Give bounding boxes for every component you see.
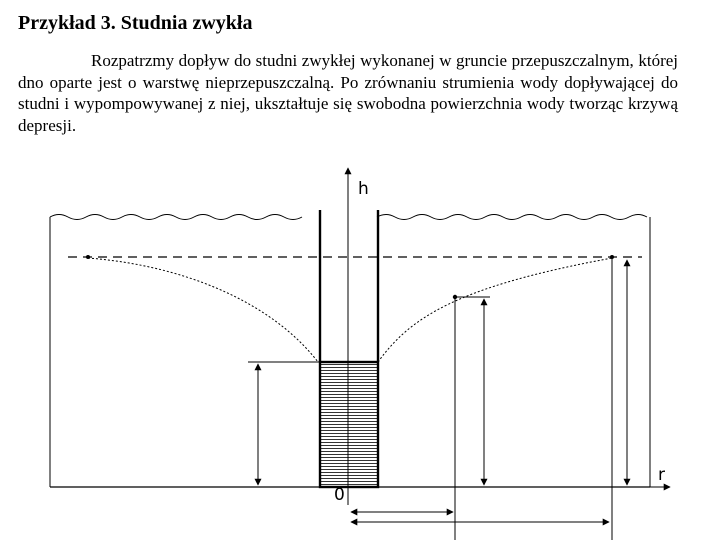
intro-paragraph: Rozpatrzmy dopływ do studni zwykłej wykonanej w gruncie przepuszczalnym, której dno oparte jest o warstwę nieprzepuszczalną. Po zrównaniu strumienia wody dopływającej do studni i wypompowywanej z niej, ukształtuje się swobodna powierzchnia wody tworząc krzywą depresji. xyxy=(18,51,678,135)
origin-label: 0 xyxy=(334,485,345,505)
page-title: Przykład 3. Studnia zwykła xyxy=(18,12,253,34)
depression-curve-left xyxy=(88,258,318,362)
axis-r-label: r xyxy=(658,465,665,485)
well-water xyxy=(320,362,378,487)
ground-surface-left xyxy=(50,215,302,220)
depression-curve-right xyxy=(378,258,612,362)
ground-surface-right xyxy=(377,215,647,220)
axis-h-label: h xyxy=(358,179,369,199)
